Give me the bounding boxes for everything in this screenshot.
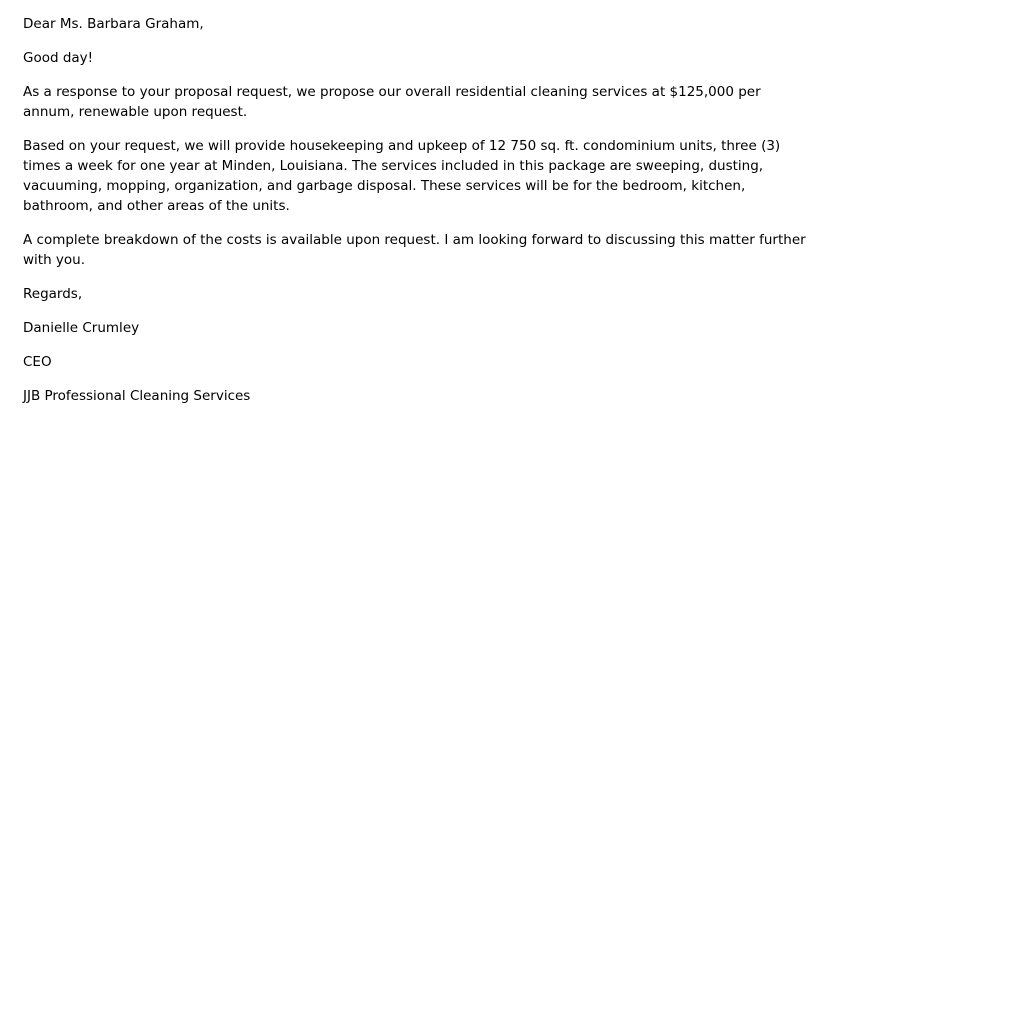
company-name: JJB Professional Cleaning Services: [23, 388, 251, 404]
text-line: bathroom, and other areas of the units.: [23, 198, 290, 214]
greeting: Good day!: [23, 50, 94, 66]
closing: Regards,: [23, 286, 83, 302]
text-line: annum, renewable upon request.: [23, 104, 248, 120]
signer-name: Danielle Crumley: [23, 320, 140, 336]
text-line: times a week for one year at Minden, Louisiana. The services included in this package are sweeping, dusting,: [23, 158, 764, 174]
proposal-paragraph: [23, 82, 806, 122]
text-line: with you.: [23, 252, 86, 268]
text-line: As a response to your proposal request, we propose our overall residential cleaning services at $125,000 per: [23, 84, 761, 100]
text-line: Based on your request, we will provide housekeeping and upkeep of 12 750 sq. ft. condominium units, three (3): [23, 138, 781, 154]
text-line: vacuuming, mopping, organization, and garbage disposal. These services will be for the bedroom, kitchen,: [23, 178, 746, 194]
services-paragraph: [23, 136, 806, 216]
letter-body: [23, 14, 806, 420]
salutation: Dear Ms. Barbara Graham,: [23, 16, 204, 32]
text-line: A complete breakdown of the costs is available upon request. I am looking forward to discussing this matter further: [23, 232, 806, 248]
signer-title: CEO: [23, 354, 52, 370]
costs-paragraph: [23, 230, 806, 270]
